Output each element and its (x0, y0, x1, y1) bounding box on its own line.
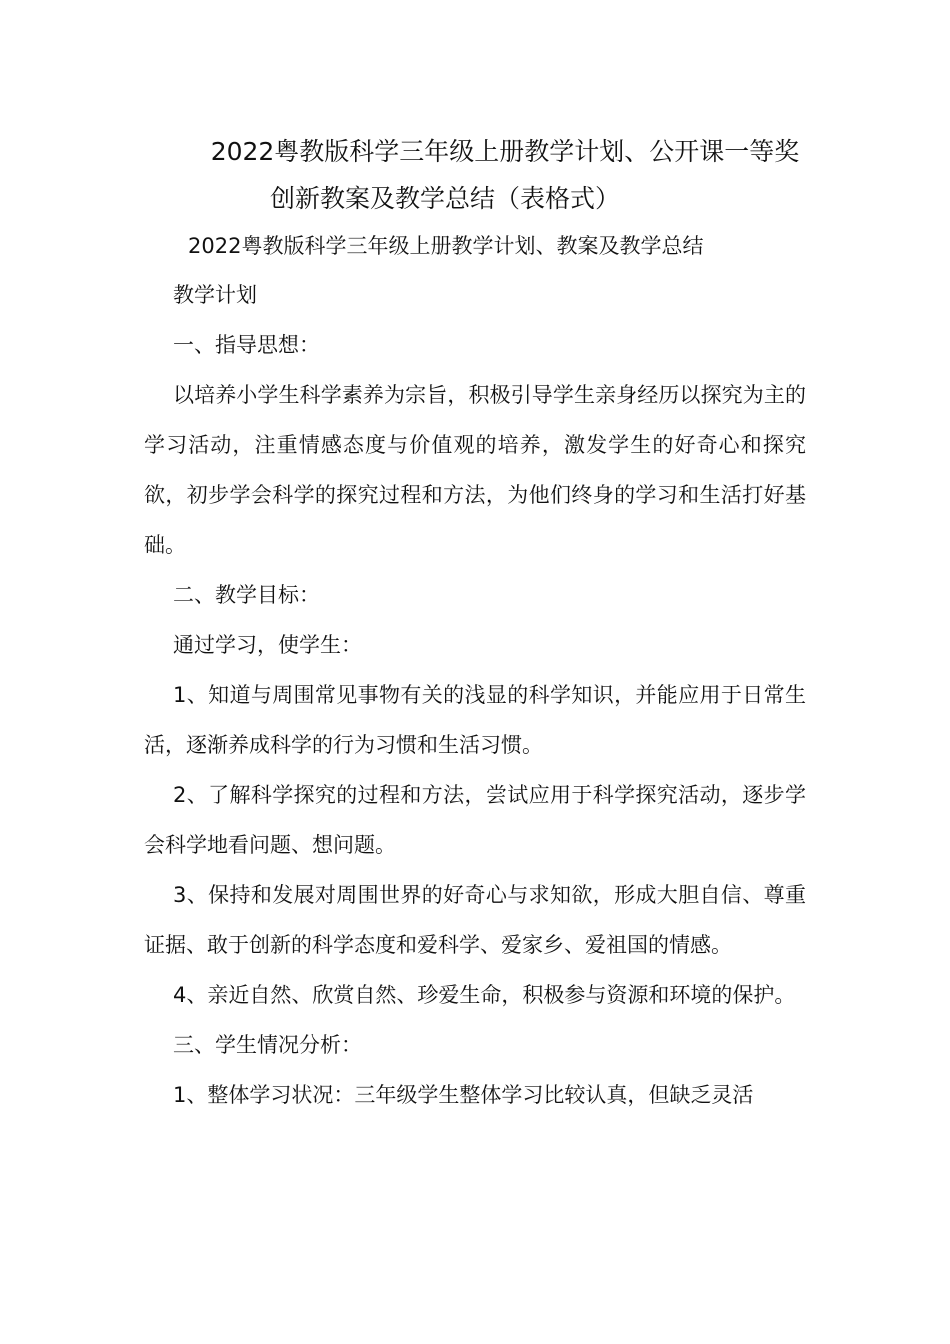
goal-item-4: 4、亲近自然、欣赏自然、珍爱生命，积极参与资源和环境的保护。 (173, 983, 796, 1007)
document-title (144, 128, 806, 175)
goal-item-1: 1、知道与周围常见事物有关的浅显的科学知识，并能应用于日常生活，逐渐养成科学的行为习惯和生活习惯。 (144, 683, 806, 757)
student-item-1: 1、整体学习状况：三年级学生整体学习比较认真，但缺乏灵活 (173, 1083, 754, 1107)
paragraph-guiding: 以培养小学生科学素养为宗旨，积极引导学生亲身经历以探究为主的学习活动，注重情感态度与价值观的培养，激发学生的好奇心和探究欲，初步学会科学的探究过程和方法，为他们终身的学习和生活打好基础。 (144, 383, 806, 557)
section-heading-students: 三、学生情况分析： (173, 1033, 362, 1057)
goal-item-2: 2、了解科学探究的过程和方法，尝试应用于科学探究活动，逐步学会科学地看问题、想问题。 (144, 783, 806, 857)
paragraph-goals-intro: 通过学习，使学生： (173, 633, 362, 657)
goal-item-3: 3、保持和发展对周围世界的好奇心与求知欲，形成大胆自信、尊重证据、敢于创新的科学态度和爱科学、爱家乡、爱祖国的情感。 (144, 883, 806, 957)
section-heading-plan: 教学计划 (173, 283, 257, 307)
document-title-continued (144, 175, 746, 222)
section-heading-goals: 二、教学目标： (173, 583, 320, 607)
section-heading-guiding: 一、指导思想： (173, 333, 320, 357)
title-line-1: 2022粤教版科学三年级上册教学计划、公开课一等奖 (210, 137, 800, 166)
document-page (144, 128, 806, 1120)
title-line-2: 创新教案及教学总结（表格式） (269, 184, 620, 213)
document-subtitle: 2022粤教版科学三年级上册教学计划、教案及教学总结 (188, 234, 704, 258)
